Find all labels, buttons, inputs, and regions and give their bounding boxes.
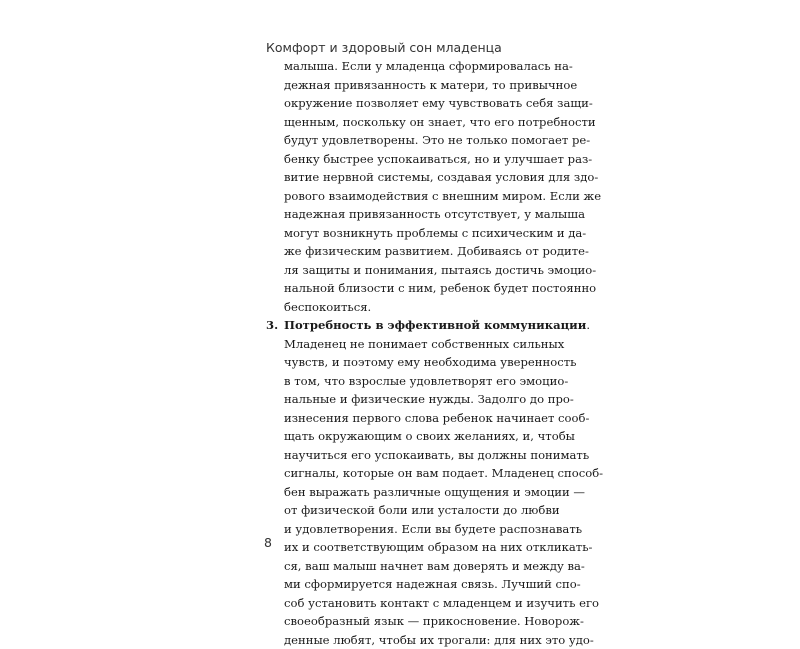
text-line: бен выражать различные ощущения и эмоции — [266,483,551,502]
text-line: витие нервной системы, создавая условия для здо- [266,168,551,187]
text-line: беспокоиться. [266,298,551,317]
text-line: в том, что взрослые удовлетворят его эмоцио- [266,372,551,391]
text-line: их и соответствующим образом на них откликать- [266,538,551,557]
text-line: сигналы, которые он вам подает. Младенец способ- [266,464,551,483]
text-line: будут удовлетворены. Это не только помогает ре- [266,131,551,150]
text-line: бенку быстрее успокаиваться, но и улучшает раз- [266,150,551,169]
running-header: Комфорт и здоровый сон младенца [266,40,502,55]
text-line: чувств, и поэтому ему необходима уверенность [266,353,551,372]
list-item-heading-suffix: . [586,318,590,332]
list-item-heading-line [266,316,551,335]
text-line: щать окружающим о своих желаниях, и, чтобы [266,427,551,446]
text-line: нальной близости с ним, ребенок будет постоянно [266,279,551,298]
text-line: могут возникнуть проблемы с психическим и да- [266,224,551,243]
text-line: от физической боли или усталости до любви [266,501,551,520]
text-line: ся, ваш малыш начнет вам доверять и между ва- [266,557,551,576]
text-line: ля защиты и понимания, пытаясь достичь эмоцио- [266,261,551,280]
text-line: же физическим развитием. Добиваясь от родите- [266,242,551,261]
text-line: научиться его успокаивать, вы должны понимать [266,446,551,465]
page-number: 8 [264,535,272,550]
body-text [266,57,551,649]
text-line: Младенец не понимает собственных сильных [266,335,551,354]
list-item-heading: Потребность в эффективной коммуникации [284,318,586,332]
text-line: ми сформируется надежная связь. Лучший спо- [266,575,551,594]
text-line: дежная привязанность к матери, то привычное [266,76,551,95]
text-line: окружение позволяет ему чувствовать себя защи- [266,94,551,113]
text-line: изнесения первого слова ребенок начинает сооб- [266,409,551,428]
text-line: малыша. Если у младенца сформировалась на- [266,57,551,76]
text-line: надежная привязанность отсутствует, у малыша [266,205,551,224]
text-line: соб установить контакт с младенцем и изучить его [266,594,551,613]
text-line: и удовлетворения. Если вы будете распознавать [266,520,551,539]
text-line: нальные и физические нужды. Задолго до про- [266,390,551,409]
text-line: рового взаимодействия с внешним миром. Если же [266,187,551,206]
text-line: денные любят, чтобы их трогали: для них это удо- [266,631,551,649]
text-line: щенным, поскольку он знает, что его потребности [266,113,551,132]
list-item-number: 3. [266,316,278,335]
text-line: своеобразный язык — прикосновение. Новорож- [266,612,551,631]
